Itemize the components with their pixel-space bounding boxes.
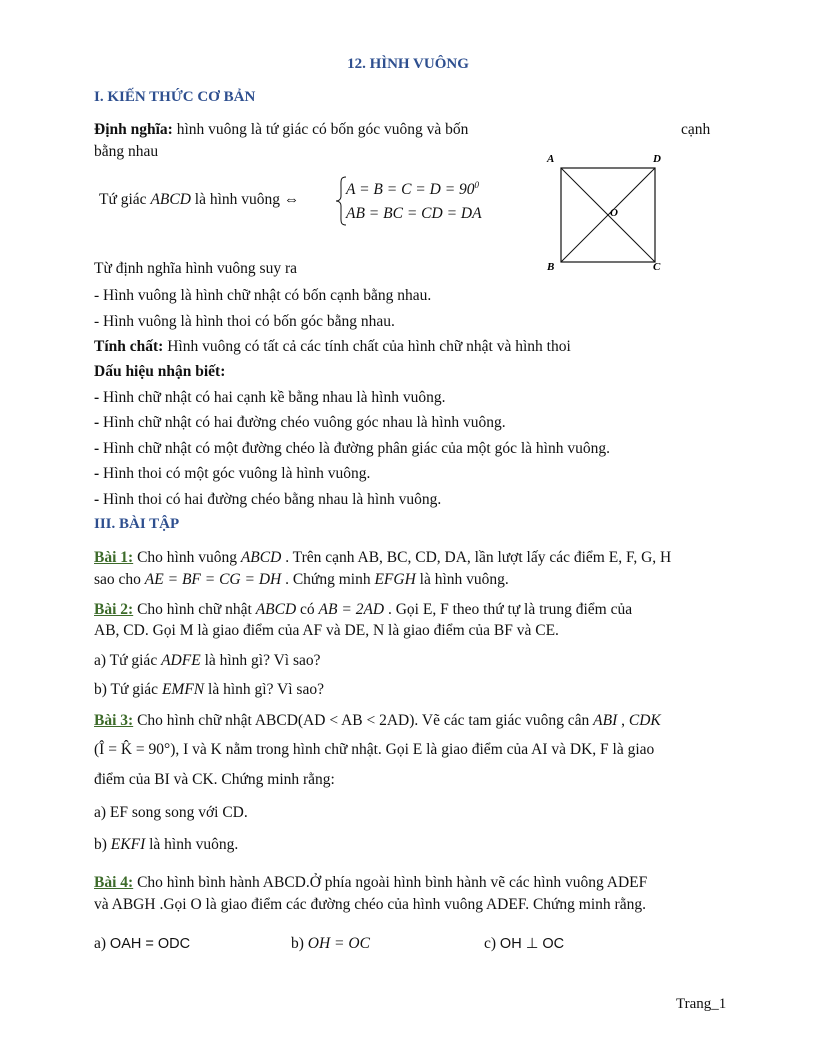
- sign-item: - Hình chữ nhật có hai đường chéo vuông góc nhau là hình vuông.: [94, 414, 506, 431]
- vertex-d: D: [653, 153, 661, 165]
- exercise-3-question-b: b) EKFI là hình vuông.: [94, 836, 239, 853]
- page-footer: Trang_1: [676, 996, 727, 1012]
- exercise-2-question-b: b) Tứ giác EMFN là hình gì? Vì sao?: [94, 681, 324, 698]
- section-heading-basics: I. KIẾN THỨC CƠ BẢN: [94, 89, 256, 105]
- vertex-c: C: [653, 261, 661, 273]
- signs-label: Dấu hiệu nhận biết:: [94, 363, 226, 380]
- exercise-2-question-a: a) Tứ giác ADFE là hình gì? Vì sao?: [94, 652, 321, 669]
- center-o: O: [610, 207, 618, 219]
- derive-item-2: - Hình vuông là hình thoi có bốn góc bằng nhau.: [94, 313, 395, 330]
- exercise-2-line-1: Bài 2: Cho hình chữ nhật ABCD có AB = 2AD . Gọi E, F theo thứ tự là trung điểm của: [94, 601, 633, 618]
- sign-item: - Hình chữ nhật có hai cạnh kề bằng nhau là hình vuông.: [94, 389, 446, 406]
- derive-item-1: - Hình vuông là hình chữ nhật có bốn cạnh bằng nhau.: [94, 287, 432, 304]
- definition-text: hình vuông là tứ giác có bốn góc vuông và bốn: [172, 121, 469, 138]
- exercise-4-question-a: a) OAH = ODC: [94, 935, 191, 952]
- page-title: 12. HÌNH VUÔNG: [347, 56, 469, 72]
- exercise-1-line-1: Bài 1: Cho hình vuông ABCD . Trên cạnh AB, BC, CD, DA, lần lượt lấy các điểm E, F, G, H: [94, 549, 672, 566]
- exercise-1-line-2: sao cho AE = BF = CG = DH . Chứng minh EFGH là hình vuông.: [94, 571, 509, 588]
- exercise-3-line-2: (Î = K̂ = 90°), I và K nằm trong hình chữ nhật. Gọi E là giao điểm của AI và DK, F là giao: [94, 741, 655, 758]
- exercise-2-label: Bài 2:: [94, 601, 134, 618]
- property-label: Tính chất:: [94, 338, 164, 355]
- eq-abcd: ABCD: [150, 191, 191, 208]
- exercise-3-label: Bài 3:: [94, 712, 134, 729]
- sign-item: - Hình thoi có một góc vuông là hình vuông.: [94, 465, 371, 482]
- definition-tail: cạnh: [681, 121, 711, 138]
- equation-angles: [346, 180, 479, 199]
- section-heading-exercises: III. BÀI TẬP: [94, 516, 180, 532]
- equation-sides: AB = BC = CD = DA: [346, 205, 482, 222]
- eq-prefix: Tứ giác: [99, 191, 151, 208]
- eq-mid: là hình vuông ⇔: [190, 191, 300, 208]
- definition-equation-prefix: [99, 191, 299, 209]
- definition-label: Định nghĩa:: [94, 121, 173, 138]
- exercise-4-line-2: và ABGH .Gọi O là giao điểm các đường chéo của hình vuông ADEF. Chứng minh rằng.: [94, 896, 646, 913]
- eq-angles-text: A = B = C = D = 90: [346, 181, 475, 199]
- square-figure: [540, 150, 680, 275]
- exercise-1-label: Bài 1:: [94, 549, 134, 566]
- property-text: Hình vuông có tất cả các tính chất của hình chữ nhật và hình thoi: [163, 338, 571, 355]
- exercise-4-question-b: b) OH = OC: [291, 935, 370, 952]
- definition-line: [94, 121, 468, 139]
- definition-line-2: bằng nhau: [94, 143, 159, 160]
- derive-intro: Từ định nghĩa hình vuông suy ra: [94, 260, 297, 277]
- exercise-3-line-3: điểm của BI và CK. Chứng minh rằng:: [94, 771, 335, 788]
- eq-degree: 0: [474, 180, 480, 190]
- vertex-a: A: [547, 153, 555, 165]
- exercise-2-line-2: AB, CD. Gọi M là giao điểm của AF và DE, N là giao điểm của BF và CE.: [94, 622, 559, 639]
- property-line: [94, 338, 571, 356]
- exercise-4-label: Bài 4:: [94, 874, 134, 891]
- exercise-4-line-1: Bài 4: Cho hình bình hành ABCD.Ở phía ngoài hình bình hành vẽ các hình vuông ADEF: [94, 874, 648, 891]
- vertex-b: B: [547, 261, 555, 273]
- exercise-3-line-1: Bài 3: Cho hình chữ nhật ABCD(AD < AB < 2AD). Vẽ các tam giác vuông cân ABI , CDK: [94, 712, 661, 729]
- exercise-3-question-a: a) EF song song với CD.: [94, 804, 248, 821]
- sign-item: - Hình chữ nhật có một đường chéo là đường phân giác của một góc là hình vuông.: [94, 440, 610, 457]
- sign-item: - Hình thoi có hai đường chéo bằng nhau là hình vuông.: [94, 491, 442, 508]
- exercise-4-question-c: c) OH ⊥ OC: [484, 935, 565, 952]
